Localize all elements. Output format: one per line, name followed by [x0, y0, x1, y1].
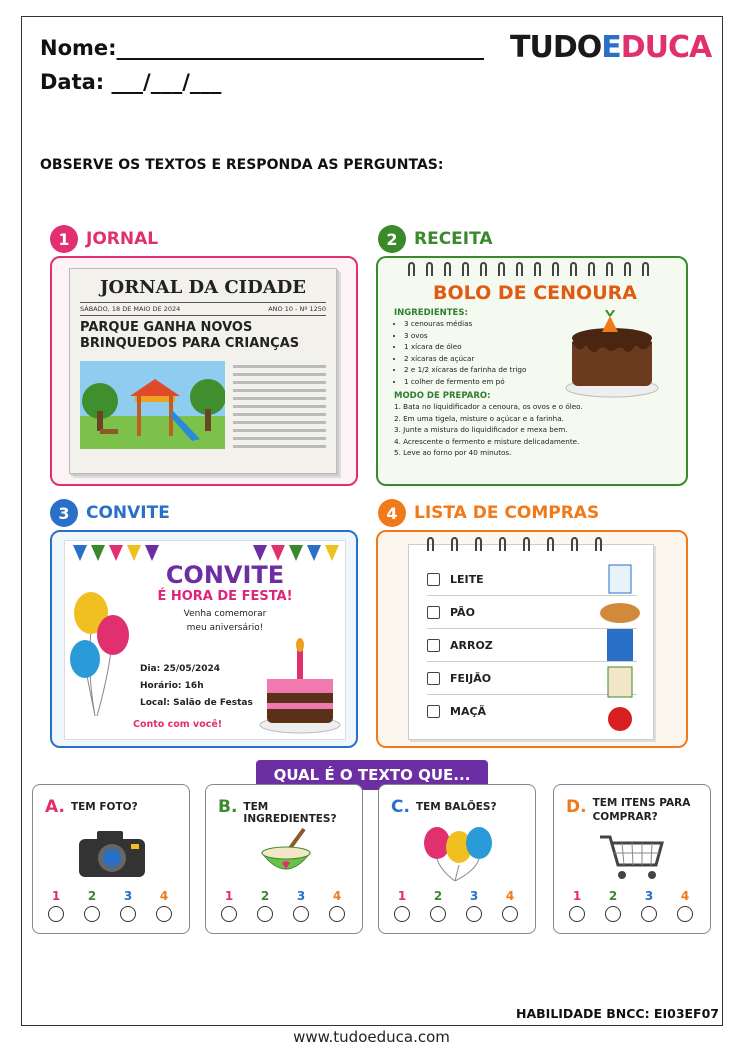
- card-convite: [50, 530, 358, 748]
- answer-circle[interactable]: [677, 906, 693, 922]
- camera-icon: [77, 827, 147, 879]
- invitation-details: Dia: 25/05/2024 Horário: 16h Local: Salão de Festas: [140, 664, 253, 709]
- invitation: [64, 540, 346, 740]
- shopping-item[interactable]: ARROZ: [427, 629, 637, 662]
- steps-list: 1. Bata no liquidificador a cenoura, os ovos e o óleo. 2. Em uma tigela, misture o açúcar e a farinha. 3. Junte a mistura do liquidificador e mexa bem. 4. Acrescente o fermento e misture delicadamente. 5. Leve ao forno por 40 minutos.: [394, 402, 583, 458]
- ingredients-label: INGREDIENTES:: [394, 308, 468, 318]
- answer-circle[interactable]: [48, 906, 64, 922]
- section-title-convite: 3 CONVITE: [50, 499, 170, 527]
- recipe-title: BOLO DE CENOURA: [433, 282, 637, 304]
- checkbox[interactable]: [427, 573, 440, 586]
- birthday-cake-icon: [257, 637, 343, 737]
- question-card-c: C. TEM BALÕES? 1 2 3 4: [378, 784, 536, 934]
- mixing-bowl-icon: [258, 825, 314, 881]
- card-lista: [376, 530, 688, 748]
- invitation-text-1: Venha comemorar: [183, 609, 267, 619]
- newspaper-title: JORNAL DA CIDADE: [100, 277, 306, 298]
- answer-options: 1 2 3 4: [220, 889, 346, 922]
- balloons-icon: [421, 825, 497, 881]
- question-card-d: D. TEM ITENS PARA COMPRAR? 1 2 3 4: [553, 784, 711, 934]
- newspaper: [69, 268, 337, 474]
- checkbox[interactable]: [427, 672, 440, 685]
- answer-circle[interactable]: [257, 906, 273, 922]
- instruction: OBSERVE OS TEXTOS E RESPONDA AS PERGUNTAS:: [40, 157, 444, 173]
- shopping-item[interactable]: PÃO: [427, 596, 637, 629]
- checkbox[interactable]: [427, 606, 440, 619]
- newspaper-meta: SÁBADO, 18 DE MAIO DE 2024 ANO 10 - Nº 1250: [80, 302, 326, 316]
- answer-circle[interactable]: [120, 906, 136, 922]
- shopping-notepad: [408, 544, 654, 740]
- cake-icon: [562, 310, 662, 400]
- logo: TUDOEDUCA: [510, 30, 712, 65]
- answer-circle[interactable]: [430, 906, 446, 922]
- answer-circle[interactable]: [605, 906, 621, 922]
- invitation-subtitle: É HORA DE FESTA!: [157, 589, 293, 604]
- playground-photo-icon: [80, 361, 225, 449]
- shopping-item[interactable]: FEIJÃO: [427, 662, 637, 695]
- balloons-icon: [67, 591, 133, 721]
- ingredients-list: • 3 cenouras médias • 3 ovos • 1 xícara de óleo • 2 xícaras de açúcar • 2 e 1/2 xícaras de farinha de trigo • 1 colher de fermento em pó: [394, 318, 544, 387]
- section-title-lista: 4 LISTA DE COMPRAS: [378, 499, 599, 527]
- section-title-jornal: 1 JORNAL: [50, 225, 158, 253]
- shopping-item[interactable]: LEITE: [427, 563, 637, 596]
- notebook-spiral: [408, 262, 649, 276]
- card-receita: [376, 256, 688, 486]
- answer-circle[interactable]: [156, 906, 172, 922]
- answer-circle[interactable]: [221, 906, 237, 922]
- invitation-text-2: meu aniversário!: [186, 622, 264, 633]
- question-card-a: A. TEM FOTO? 1 2 3 4: [32, 784, 190, 934]
- checkbox[interactable]: [427, 639, 440, 652]
- answer-circle[interactable]: [293, 906, 309, 922]
- card-jornal: [50, 256, 358, 486]
- section-title-receita: 2 RECEITA: [378, 225, 493, 253]
- shopping-item[interactable]: MAÇÃ: [427, 695, 637, 728]
- invitation-title: CONVITE: [165, 561, 285, 589]
- checkbox[interactable]: [427, 705, 440, 718]
- newspaper-headline: PARQUE GANHA NOVOS BRINQUEDOS PARA CRIANÇAS: [80, 320, 300, 352]
- answer-options: 1 2 3 4: [393, 889, 519, 922]
- name-field[interactable]: Nome:___________________________________: [40, 36, 485, 60]
- notepad-spiral: [427, 537, 602, 551]
- answer-circle[interactable]: [569, 906, 585, 922]
- answer-circle[interactable]: [641, 906, 657, 922]
- question-banner: QUAL É O TEXTO QUE...: [256, 760, 488, 790]
- website-link[interactable]: www.tudoeduca.com: [293, 1028, 450, 1046]
- date-field[interactable]: Data: ___/___/___: [40, 70, 222, 94]
- answer-options: 1 2 3 4: [568, 889, 694, 922]
- answer-circle[interactable]: [394, 906, 410, 922]
- steps-label: MODO DE PREPARO:: [394, 391, 491, 402]
- grocery-items-icon: [597, 561, 643, 737]
- answer-circle[interactable]: [466, 906, 482, 922]
- answer-circle[interactable]: [502, 906, 518, 922]
- shopping-cart-icon: [598, 833, 668, 883]
- answer-circle[interactable]: [329, 906, 345, 922]
- question-card-b: B. TEM INGREDIENTES? 1 2 3 4: [205, 784, 363, 934]
- answer-options: 1 2 3 4: [47, 889, 173, 922]
- invitation-closing: Conto com você!: [133, 719, 223, 730]
- bncc-skill: HABILIDADE BNCC: EI03EF07: [516, 1006, 719, 1021]
- answer-circle[interactable]: [84, 906, 100, 922]
